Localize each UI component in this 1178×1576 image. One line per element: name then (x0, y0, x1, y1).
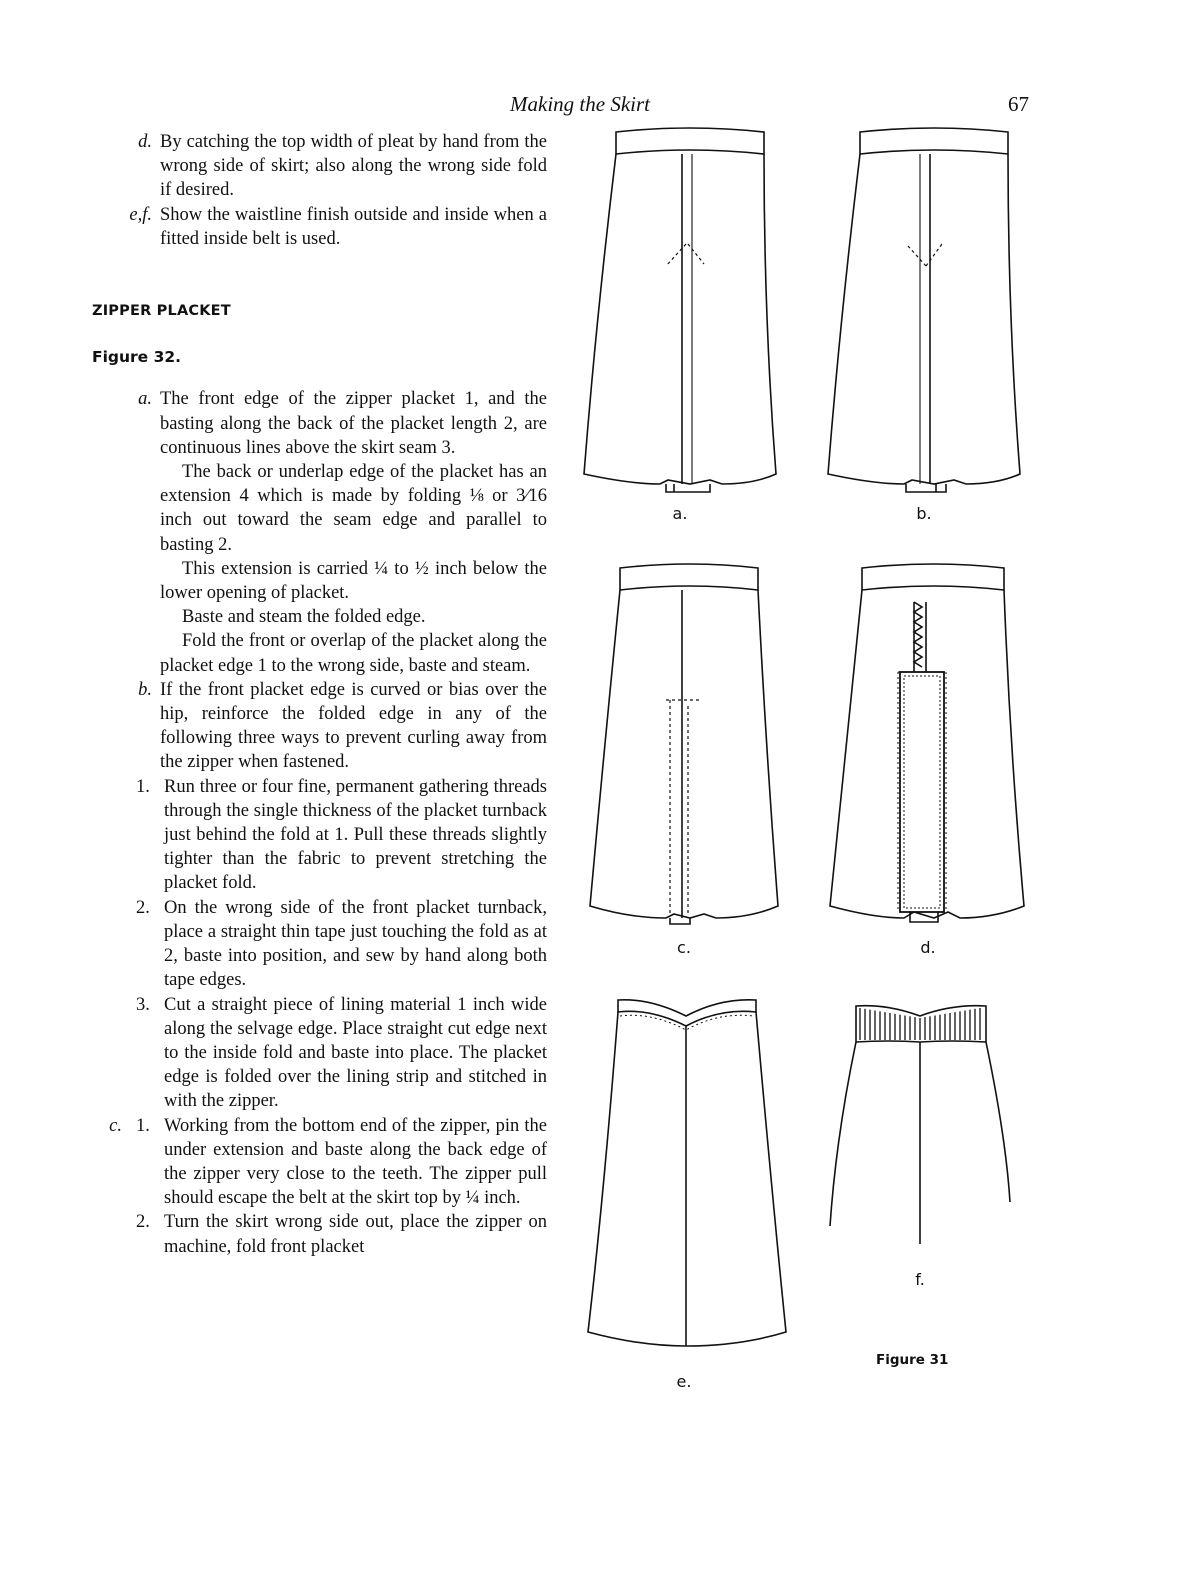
intro-item-ef (92, 203, 547, 251)
item-marker: b. (138, 679, 152, 700)
step-text: Cut a straight piece of lining material 1 inch wide along the selvage edge. Place straight cut edge next to the inside fold and baste into place. The placket edge is folded over the lining strip and stitched in with the zipper. (164, 994, 547, 1112)
skirt-illustration-a (570, 120, 810, 500)
figure-reference: Figure 32. (92, 348, 182, 367)
item-a-paragraph: Baste and steam the folded edge. (182, 607, 426, 628)
item-text: Show the waistline finish outside and inside when a fitted inside belt is used. (160, 204, 547, 249)
skirt-illustration-c (570, 560, 810, 930)
figure-label-a: a. (672, 504, 688, 523)
figure-caption: Figure 31 (876, 1352, 949, 1368)
step-text: Run three or four fine, permanent gathering threads through the single thickness of the placket turnback just behind the fold at 1. Pull these threads slightly tighter than the fabric to prevent stretching the placket fold. (164, 776, 547, 894)
step-text: Working from the bottom end of the zipper, pin the under extension and baste along the back edge of the zipper very close to the teeth. The zipper pull should escape the belt at the skirt top by ¼ inch. (164, 1115, 547, 1209)
item-a-paragraph: Fold the front or overlap of the placket along the placket edge 1 to the wrong side, baste and steam. (160, 631, 547, 676)
step-text: Turn the skirt wrong side out, place the zipper on machine, fold front placket (164, 1212, 547, 1257)
step-text: On the wrong side of the front placket turnback, place a straight thin tape just touching the fold as at 2, baste into position, and sew by hand along both tape edges. (164, 897, 547, 991)
item-a (92, 387, 547, 460)
item-c-step (92, 1210, 547, 1258)
item-text: The front edge of the zipper placket 1, and the basting along the back of the placket length 2, are continuous lines above the skirt seam 3. (160, 389, 547, 458)
section-heading: ZIPPER PLACKET (92, 303, 231, 320)
item-marker: e,f. (129, 204, 152, 225)
step-number: 2. (136, 897, 150, 918)
item-a-paragraph: The back or underlap edge of the placket has an extension 4 which is made by folding ⅛ or 3⁄16 inch out toward the seam edge and parallel to basting 2. (160, 462, 547, 555)
item-text: If the front placket edge is curved or bias over the hip, reinforce the folded edge in any of the following three ways to prevent curling away from the zipper when fastened. (160, 679, 547, 773)
figure-label-f: f. (915, 1270, 925, 1289)
item-marker: c. (109, 1115, 122, 1136)
step-number: 3. (136, 994, 150, 1015)
item-b-step (92, 896, 547, 993)
running-header-title: Making the Skirt (510, 92, 650, 116)
figure-label-b: b. (916, 504, 932, 523)
figure-label-d: d. (920, 938, 936, 957)
step-number: 2. (136, 1212, 150, 1233)
skirt-illustration-b (814, 120, 1054, 500)
text-column (92, 130, 547, 1259)
item-b-step (92, 993, 547, 1114)
item-b (92, 678, 547, 775)
skirt-illustration-f (824, 998, 1024, 1258)
figure-label-e: e. (676, 1372, 692, 1391)
figure-label-c: c. (677, 938, 691, 957)
item-a-paragraph: This extension is carried ¼ to ½ inch below the lower opening of placket. (160, 558, 547, 604)
skirt-illustration-d (814, 560, 1054, 930)
page-number: 67 (1008, 92, 1029, 116)
intro-item-d (92, 130, 547, 203)
item-b-step (92, 775, 547, 896)
item-c-step (92, 1114, 547, 1211)
item-marker: a. (138, 389, 152, 410)
skirt-illustration-e (580, 994, 800, 1360)
item-text: By catching the top width of pleat by hand from the wrong side of skirt; also along the wrong side fold if desired. (160, 132, 547, 201)
step-number: 1. (136, 1115, 150, 1136)
step-number: 1. (136, 776, 150, 797)
item-marker: d. (138, 132, 152, 152)
